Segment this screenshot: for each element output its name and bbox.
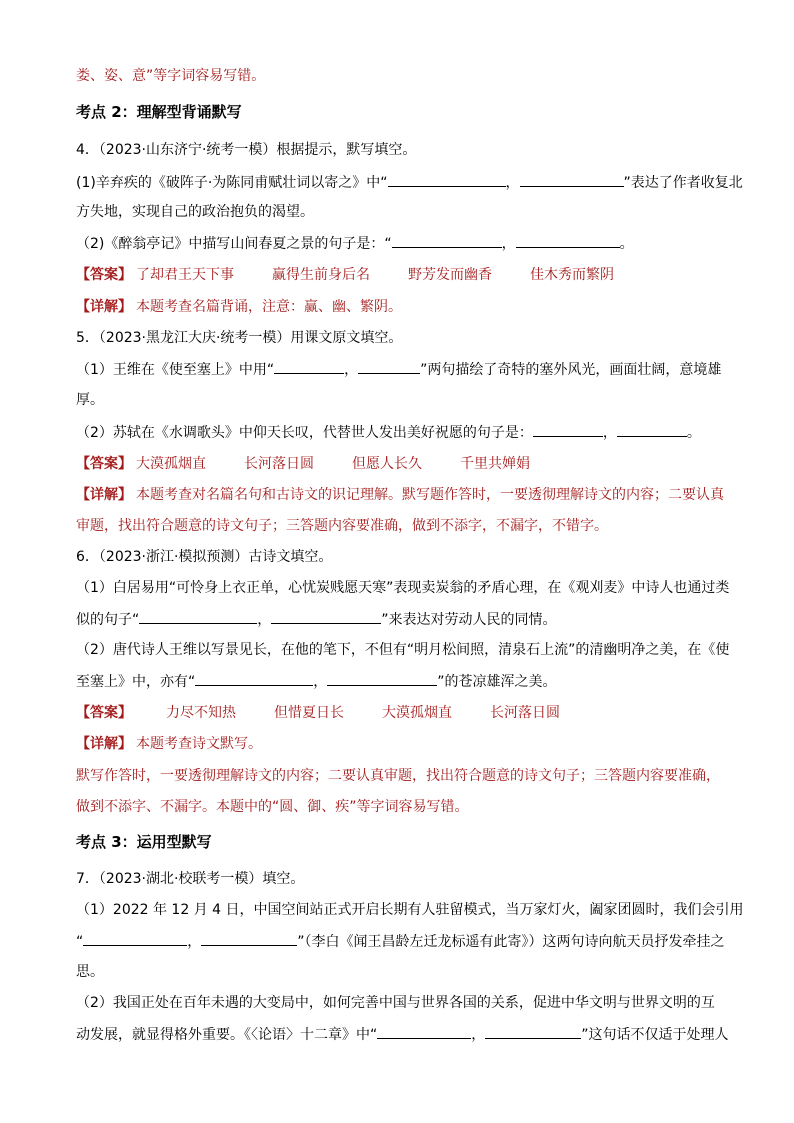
question-7-part-1 [76,900,744,920]
text: 。 [686,425,701,441]
text: ， [505,175,520,191]
text: ”这句话不仅适于处理人 [581,1027,729,1043]
answer-tag: 【答案】 [76,267,132,283]
text: ， [187,934,202,950]
answer-blank[interactable] [377,1024,471,1039]
answer-blank[interactable] [271,609,381,624]
answer-blank[interactable] [327,671,437,686]
question-4-part-1 [76,172,743,193]
answer-item: 长河落日圆 [490,705,560,721]
answer-blank[interactable] [388,172,506,187]
answer-tag: 【答案】 [76,456,132,472]
text: 方失地，实现自己的政治抱负的渴望。 [76,204,314,220]
section-heading-2 [76,102,726,122]
answer-item: 佳木秀而繁阴 [530,267,614,283]
answer-blank[interactable] [392,233,502,248]
answer-item: 大漠孤烟直 [136,456,206,472]
question-7-title [76,869,726,889]
answer-4 [76,265,726,285]
question-5-part-1-cont [76,390,726,410]
answer-item: 但惜夏日长 [274,705,344,721]
text: ”来表达对劳动人民的同情。 [381,612,557,628]
detail-text: 本题考查对名篇名句和古诗文的识记理解。默写题作答时，一要透彻理解诗文的内容；二要认真 [136,487,724,503]
answer-blank[interactable] [201,931,297,946]
detail-tag: 【详解】 [76,487,132,503]
answer-blank[interactable] [83,931,187,946]
detail-text: 默写作答时，一要透彻理解诗文的内容；二要认真审题，找出符合题意的诗文句子；三答题内容要准确， [76,768,720,784]
detail-6-cont2 [76,797,726,817]
answer-item: 大漠孤烟直 [382,705,452,721]
answer-blank[interactable] [358,359,420,374]
answer-blank[interactable] [139,609,257,624]
question-4-part-1-cont [76,202,726,222]
question-5-part-1 [76,359,726,380]
answer-blank[interactable] [274,359,344,374]
answer-item: 野芳发而幽香 [408,267,492,283]
answer-tag: 【答案】 [76,705,132,721]
text: （2)《醉翁亭记》中描写山间春夏之景的句子是：“ [76,236,392,252]
text: 7．（2023·湖北·校联考一模）填空。 [76,871,305,887]
text: ”的苍凉雄浑之美。 [437,674,557,690]
text: 动发展，就显得格外重要。《〈论语〉十二章》中“ [76,1027,378,1043]
detail-5-cont [76,516,726,536]
detail-text: 审题，找出符合题意的诗文句子；三答题内容要准确，做到不添字，不漏字，不错字。 [76,518,608,534]
question-6-part-1 [76,578,730,598]
heading-text: 考点 3：运用型默写 [76,833,212,851]
detail-tag: 【详解】 [76,736,132,752]
question-7-part-1-cont [76,931,726,952]
question-6-part-2-cont [76,671,726,692]
text: 似的句子“ [76,612,140,628]
text: 厚。 [76,392,104,408]
question-4-title [76,140,726,160]
text: ， [257,612,272,628]
answer-item: 长河落日圆 [244,456,314,472]
text: （2）我国正处在百年未遇的大变局中，如何完善中国与世界各国的关系，促进中华文明与世界文明的互 [76,995,715,1011]
answer-blank[interactable] [617,422,687,437]
answer-item: 但愿人长久 [352,456,422,472]
section-heading-3 [76,832,726,852]
text: 6．（2023·浙江·模拟预测）古诗文填空。 [76,549,333,565]
question-7-part-1-cont2 [76,962,726,982]
text: ， [313,674,328,690]
detail-text: 做到不添字、不漏字。本题中的“圆、御、疾”等字词容易写错。 [76,799,469,815]
answer-blank[interactable] [533,422,603,437]
answer-blank[interactable] [485,1024,581,1039]
text: （2）苏轼在《水调歌头》中仰天长叹，代替世人发出美好祝愿的句子是： [76,425,533,441]
detail-6-cont [76,766,726,786]
text: 思。 [76,964,104,980]
question-6-part-1-cont [76,609,726,630]
answer-blank[interactable] [195,671,313,686]
text: 娄、姿、意”等字词容易写错。 [76,68,266,84]
detail-tag: 【详解】 [76,299,132,315]
text: （1）2022 年 12 月 4 日，中国空间站正式开启长期有人驻留模式，当万家灯火，阖家团圆时，我们会引用 [76,902,744,918]
answer-item: 赢得生前身后名 [272,267,370,283]
text: 。 [619,236,634,252]
answer-6 [76,703,726,723]
text: （2）唐代诗人王维以写景见长，在他的笔下，不但有“明月松间照，清泉石上流”的清幽明净之美，在《使 [76,642,730,658]
text: 至塞上》中，亦有“ [76,674,196,690]
question-7-part-2 [76,993,726,1013]
answer-blank[interactable] [516,233,620,248]
answer-blank[interactable] [520,172,624,187]
text: ”表达了作者收复北 [623,175,743,191]
question-6-title [76,547,726,567]
text: ， [471,1027,486,1043]
text: （1）王维在《使至塞上》中用“ [76,362,275,378]
question-4-part-2 [76,233,726,254]
question-6-part-2 [76,640,730,660]
detail-text: 本题考查诗文默写。 [136,736,262,752]
text: 4．（2023·山东济宁·统考一模）根据提示，默写填空。 [76,142,417,158]
answer-item: 了却君王天下事 [136,267,234,283]
text: ， [602,425,617,441]
text: ， [344,362,359,378]
question-5-part-2 [76,422,726,443]
detail-4 [76,297,726,317]
text: （1）白居易用“可怜身上衣正单，心忧炭贱愿天寒”表现卖炭翁的矛盾心理，在《观刈麦》中诗人也通过类 [76,580,730,596]
answer-item: 千里共婵娟 [460,456,530,472]
text: “ [76,934,84,950]
answer-5 [76,454,726,474]
question-7-part-2-cont [76,1024,729,1045]
text: ， [501,236,516,252]
text: ”两句描绘了奇特的塞外风光，画面壮阔，意境雄 [420,362,722,378]
text: ”（李白《闻王昌龄左迁龙标遥有此寄》）这两句诗向航天员抒发牵挂之 [297,934,725,950]
text-line [76,66,726,86]
heading-text: 考点 2：理解型背诵默写 [76,103,242,121]
text: (1)辛弃疾的《破阵子·为陈同甫赋壮词以寄之》中“ [76,175,388,191]
detail-6 [76,734,726,754]
text: 5．（2023·黑龙江大庆·统考一模）用课文原文填空。 [76,330,403,346]
detail-text: 本题考查名篇背诵，注意：赢、幽、繁阴。 [136,299,402,315]
detail-5 [76,485,726,505]
answer-item: 力尽不知热 [166,705,236,721]
question-5-title [76,328,726,348]
